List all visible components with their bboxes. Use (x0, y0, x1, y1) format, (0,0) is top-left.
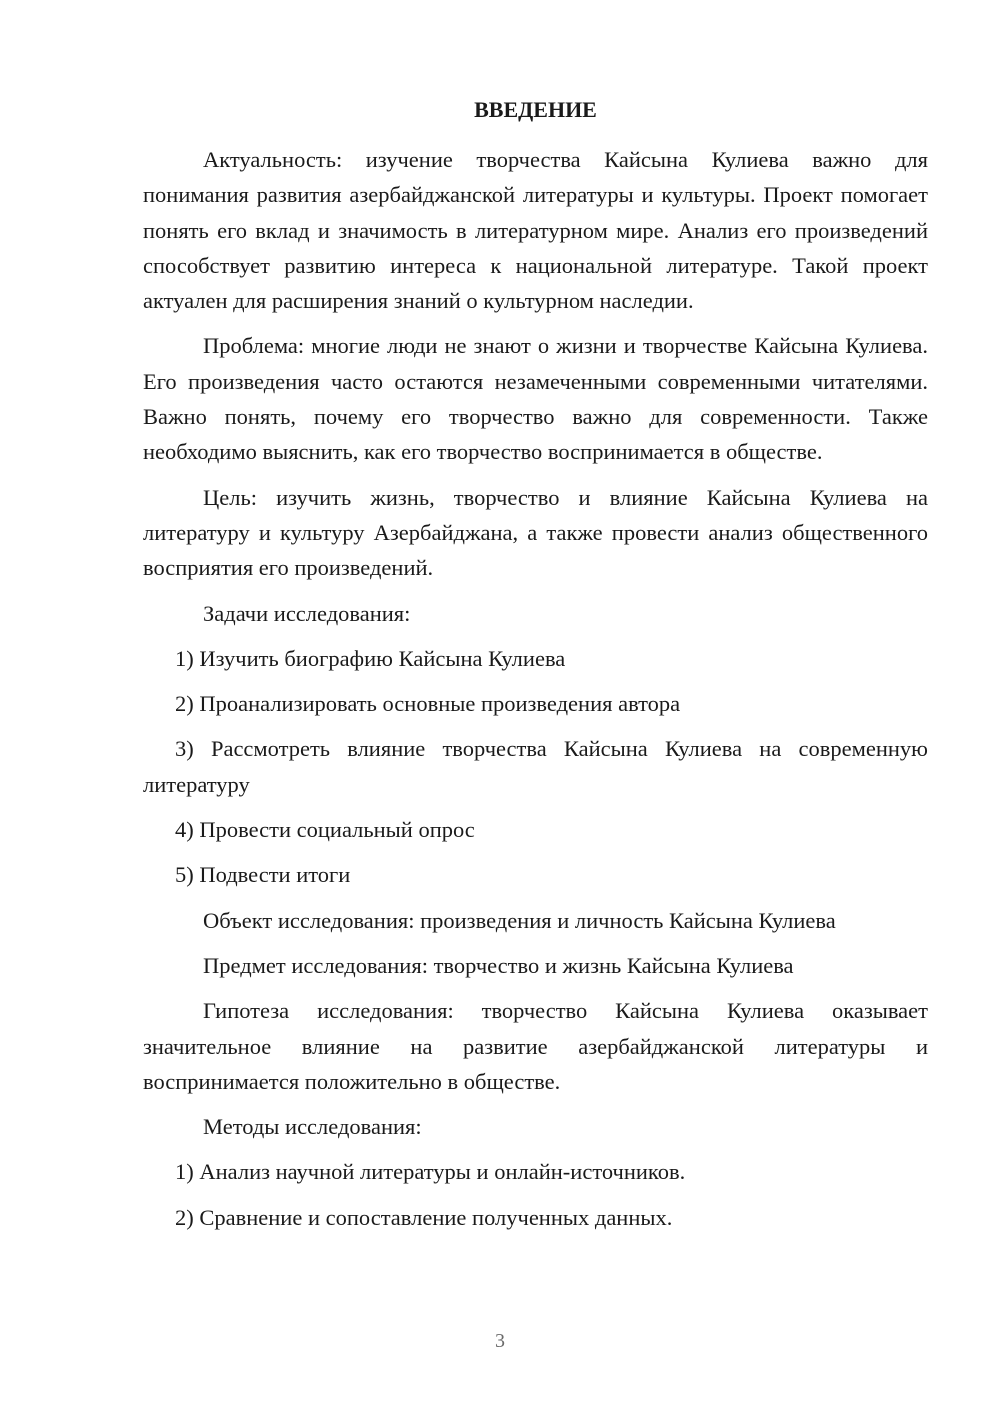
method-item: 2) Сравнение и сопоставление полученных данных. (175, 1204, 673, 1230)
task-item: 2) Проанализировать основные произведения автора (175, 691, 681, 717)
task-item: 5) Подвести итоги (175, 862, 351, 888)
task-item: 1) Изучить биографию Кайсына Кулиева (175, 645, 566, 671)
goal-paragraph: Цель: изучить жизнь, творчество и влияние Кайсына Кулиева на литературу и культуру Азербайджана, а также провести анализ общественного восприятия его произведений. (143, 484, 928, 581)
section-title: ВВЕДЕНИЕ (474, 97, 597, 122)
object-line: Объект исследования: произведения и личность Кайсына Кулиева (203, 907, 836, 933)
method-item: 1) Анализ научной литературы и онлайн-источников. (175, 1159, 686, 1185)
task-item: 3) Рассмотреть влияние творчества Кайсына Кулиева на современную литературу (143, 736, 928, 797)
relevance-paragraph: Актуальность: изучение творчества Кайсына Кулиева важно для понимания развития азербайджанской литературы и культуры. Проект помогает понять его вклад и значимость в литературном мире. Анализ его произведений способствует развитию интереса к национальной литературе. Такой проект актуален для расширения знаний о культурном наследии. (143, 147, 928, 314)
page-number: 3 (495, 1330, 505, 1352)
methods-heading: Методы исследования: (203, 1114, 422, 1140)
problem-paragraph: Проблема: многие люди не знают о жизни и творчестве Кайсына Кулиева. Его произведения часто остаются незамеченными современными читателями. Важно понять, почему его творчество важно для современности. Также необходимо выяснить, как его творчество воспринимается в обществе. (143, 333, 928, 465)
tasks-heading: Задачи исследования: (203, 600, 411, 626)
hypothesis-paragraph: Гипотеза исследования: творчество Кайсына Кулиева оказывает значительное влияние на развитие азербайджанской литературы и воспринимается положительно в обществе. (143, 998, 928, 1094)
document-page (143, 92, 928, 1245)
subject-line: Предмет исследования: творчество и жизнь Кайсына Кулиева (203, 952, 794, 978)
task-item: 4) Провести социальный опрос (175, 817, 475, 843)
